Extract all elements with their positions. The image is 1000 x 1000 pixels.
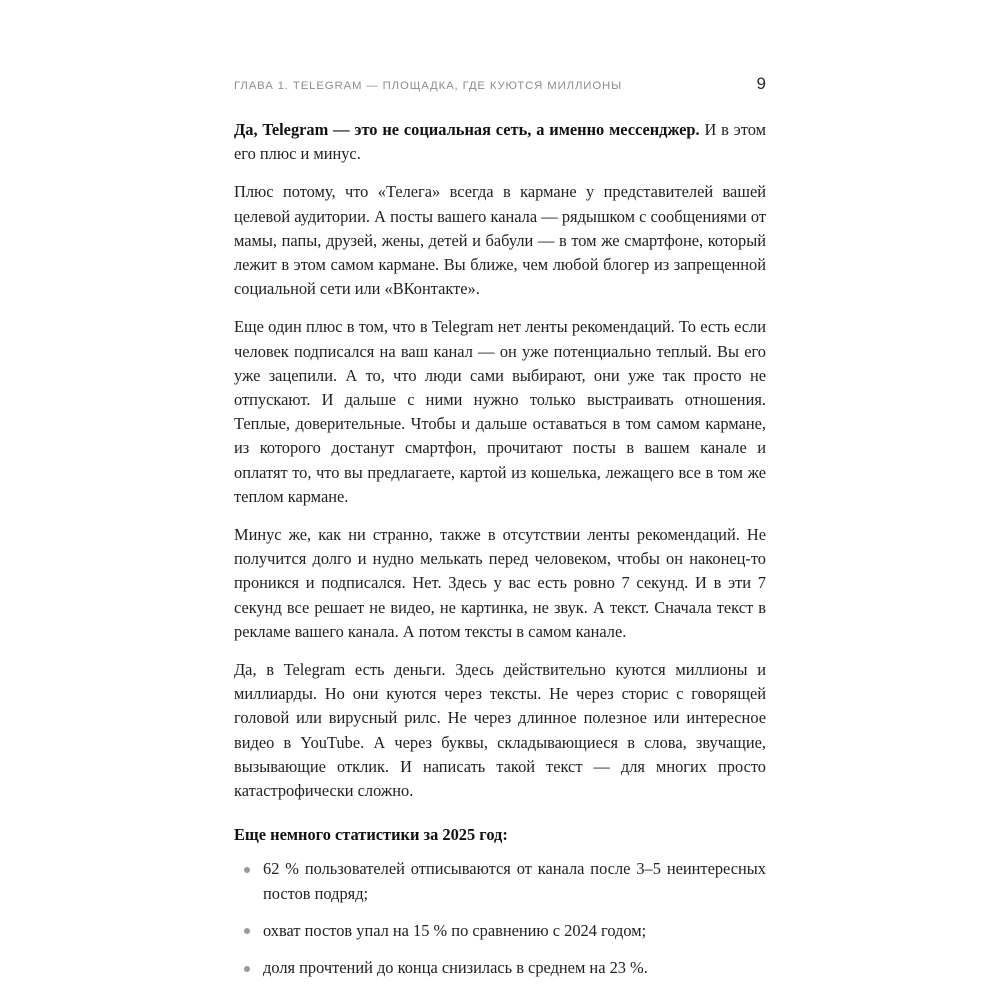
list-item (234, 919, 766, 943)
running-head (234, 74, 766, 94)
paragraph-2: Еще один плюс в том, что в Telegram нет ленты рекомендаций. То есть если человек подписался на ваш канал — он уже потенциально теплый. Вы его уже зацепили. А то, что люди сами выбирают, они уже так просто не отпускают. И дальше с ними нужно только выстраивать отношения. Теплые, доверительные. Чтобы и дальше оставаться в том самом кармане, из которого достанут смартфон, прочитают посты в вашем канале и оплатят то, что вы предлагаете, картой из кошелька, лежащего все в том же теплом кармане. (234, 317, 766, 506)
list-item-label: охват постов упал на 15 % по сравнению с 2024 годом; (263, 920, 647, 940)
lead-bold-sentence: Да, Telegram — это не социальная сеть, а именно мессенджер. (234, 120, 700, 139)
page-number: 9 (756, 74, 766, 93)
paragraph-1: Плюс потому, что «Телега» всегда в кармане у представителей вашей целевой аудитории. А посты вашего канала — рядышком с сообщениями от мамы, папы, друзей, жены, детей и бабули — в том же смартфоне, который лежит в этом самом кармане. Вы ближе, чем любой блогер из запрещенной социальной сети или «ВКонтакте». (234, 182, 766, 299)
list-item (234, 857, 766, 905)
lead-rest-sentence: И в этом его плюс и минус. (234, 120, 767, 164)
running-head-title: ГЛАВА 1. TELEGRAM — ПЛОЩАДКА, ГДЕ КУЮТСЯ МИЛЛИОНЫ (234, 80, 623, 92)
bullet-dot-icon (244, 867, 250, 873)
list-item-label: 62 % пользователей отписываются от канала после 3–5 неинтересных постов подряд; (263, 859, 766, 903)
paragraph-3: Минус же, как ни странно, также в отсутствии ленты рекомендаций. Не получится долго и нудно мелькать перед человеком, чтобы он наконец-то проникся и подписался. Нет. Здесь у вас есть ровно 7 секунд. И в эти 7 секунд все решает не видео, не картинка, не звук. А текст. Сначала текст в рекламе вашего канала. А потом тексты в самом канале. (234, 525, 766, 641)
bullet-dot-icon (244, 928, 250, 934)
bullet-dot-icon (244, 966, 250, 972)
body-text-block (234, 118, 766, 980)
list-item-label: доля прочтений до конца снизилась в среднем на 23 %. (263, 958, 648, 978)
stats-bullet-list (234, 857, 766, 980)
list-item (234, 956, 766, 980)
stats-heading: Еще немного статистики за 2025 год: (234, 825, 508, 845)
lead-paragraph (234, 118, 766, 166)
paragraph-4: Да, в Telegram есть деньги. Здесь действительно куются миллионы и миллиарды. Но они куются через тексты. Не через сторис с говорящей головой или вирусный рилс. Не через длинное полезное или интересное видео в YouTube. А через буквы, складывающиеся в слова, звучащие, вызывающие отклик. И написать такой текст — для многих просто катастрофически сложно. (234, 660, 766, 801)
